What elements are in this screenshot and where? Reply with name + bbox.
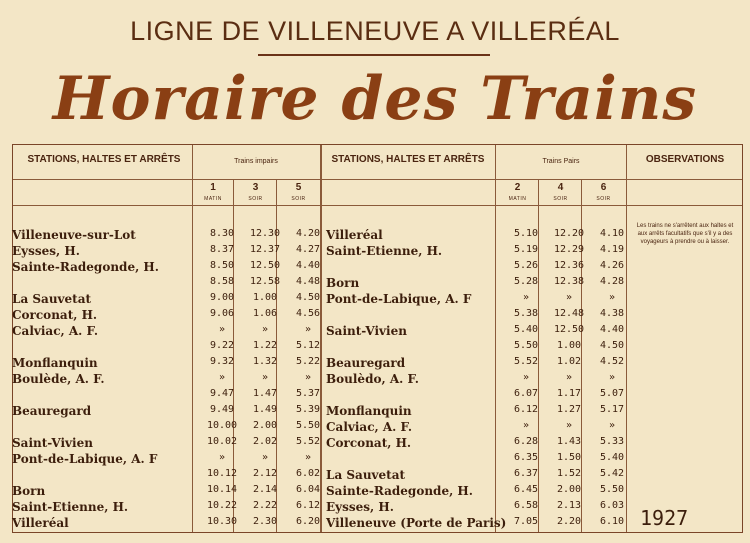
time-cell: 1.52 xyxy=(556,468,582,479)
divider-right-stations xyxy=(495,145,496,532)
period-label: SOIR xyxy=(248,196,263,202)
station-left: Sainte-Radegonde, H. xyxy=(12,260,159,274)
time-cell: 1.32 xyxy=(252,356,278,367)
time-cell: 12.29 xyxy=(553,244,585,255)
time-cell: 1.50 xyxy=(556,452,582,463)
time-cell: 1.00 xyxy=(556,340,582,351)
station-left: Monflanquin xyxy=(12,356,98,370)
station-right: Sainte-Radegonde, H. xyxy=(326,484,473,498)
time-cell: » xyxy=(304,452,312,463)
time-cell: 7.05 xyxy=(513,516,539,527)
time-cell: 1.47 xyxy=(252,388,278,399)
station-left: Villeréal xyxy=(12,516,69,530)
time-cell: 2.30 xyxy=(252,516,278,527)
time-cell: 1.43 xyxy=(556,436,582,447)
station-right: Saint-Vivien xyxy=(326,324,407,338)
station-right: Beauregard xyxy=(326,356,406,370)
time-cell: » xyxy=(565,420,573,431)
line-subtitle: LIGNE DE VILLENEUVE A VILLERÉAL xyxy=(130,16,620,46)
time-cell: 5.42 xyxy=(599,468,625,479)
time-cell: 1.22 xyxy=(252,340,278,351)
time-cell: » xyxy=(261,324,269,335)
time-cell: 12.38 xyxy=(553,276,585,287)
time-cell: 5.33 xyxy=(599,436,625,447)
time-cell: 9.22 xyxy=(209,340,235,351)
time-cell: 12.37 xyxy=(249,244,281,255)
time-cell: 4.26 xyxy=(599,260,625,271)
time-cell: 6.28 xyxy=(513,436,539,447)
time-cell: 1.02 xyxy=(556,356,582,367)
time-cell: » xyxy=(218,452,226,463)
time-cell: 4.40 xyxy=(599,324,625,335)
time-cell: » xyxy=(522,292,530,303)
time-cell: 2.02 xyxy=(252,436,278,447)
station-left: Corconat, H. xyxy=(12,308,98,322)
time-cell: 5.50 xyxy=(295,420,321,431)
time-cell: 4.20 xyxy=(295,228,321,239)
station-left: Saint-Vivien xyxy=(12,436,93,450)
time-cell: 2.00 xyxy=(556,484,582,495)
time-cell: » xyxy=(261,452,269,463)
time-cell: 10.30 xyxy=(206,516,238,527)
time-cell: 1.06 xyxy=(252,308,278,319)
time-cell: » xyxy=(565,292,573,303)
time-cell: 6.12 xyxy=(295,500,321,511)
time-cell: 6.35 xyxy=(513,452,539,463)
time-cell: 10.22 xyxy=(206,500,238,511)
time-cell: 2.20 xyxy=(556,516,582,527)
title-rule xyxy=(258,54,490,56)
period-label: MATIN xyxy=(508,196,527,202)
time-cell: 2.14 xyxy=(252,484,278,495)
time-cell: 5.17 xyxy=(599,404,625,415)
time-cell: 5.28 xyxy=(513,276,539,287)
time-cell: 5.52 xyxy=(513,356,539,367)
time-cell: 8.30 xyxy=(209,228,235,239)
time-cell: 10.12 xyxy=(206,468,238,479)
time-cell: 6.20 xyxy=(295,516,321,527)
station-left: La Sauvetat xyxy=(12,292,92,306)
time-cell: 5.50 xyxy=(599,484,625,495)
year-label: 1927 xyxy=(640,506,689,530)
time-cell: 2.00 xyxy=(252,420,278,431)
time-cell: 8.37 xyxy=(209,244,235,255)
time-cell: » xyxy=(304,372,312,383)
time-cell: 2.22 xyxy=(252,500,278,511)
subheader-line xyxy=(13,205,742,206)
time-cell: 6.02 xyxy=(295,468,321,479)
time-cell: 5.40 xyxy=(599,452,625,463)
time-cell: 5.12 xyxy=(295,340,321,351)
header-stations-left: STATIONS, HALTES ET ARRÊTS xyxy=(27,154,181,165)
station-left: Boulède, A. F. xyxy=(12,372,105,386)
time-cell: 4.50 xyxy=(599,340,625,351)
station-right: La Sauvetat xyxy=(326,468,406,482)
time-cell: 9.00 xyxy=(209,292,235,303)
page-title: Horaire des Trains xyxy=(52,64,698,134)
time-cell: 5.39 xyxy=(295,404,321,415)
time-cell: 4.38 xyxy=(599,308,625,319)
station-right: Villeréal xyxy=(326,228,383,242)
header-trains-pairs: Trains Pairs xyxy=(542,158,580,165)
time-cell: » xyxy=(608,420,616,431)
period-label: MATIN xyxy=(204,196,222,202)
period-label: SOIR xyxy=(291,196,306,202)
time-cell: 4.50 xyxy=(295,292,321,303)
time-cell: 8.58 xyxy=(209,276,235,287)
time-cell: » xyxy=(522,372,530,383)
time-cell: 5.37 xyxy=(295,388,321,399)
station-right: Saint-Etienne, H. xyxy=(326,244,443,258)
station-left: Eysses, H. xyxy=(12,244,80,258)
time-cell: 4.56 xyxy=(295,308,321,319)
time-cell: 10.00 xyxy=(206,420,238,431)
time-cell: 5.26 xyxy=(513,260,539,271)
station-right: Villeneuve (Porte de Paris) xyxy=(326,516,507,530)
time-cell: 6.37 xyxy=(513,468,539,479)
observations-note: Les trains ne s'arrêtent aux haltes et aux arrêts facultatifs que s'il y a des voyageurs à prendre ou à laisser. xyxy=(636,223,734,245)
time-cell: 12.58 xyxy=(249,276,281,287)
train-number: 2 xyxy=(514,182,521,193)
time-cell: 9.06 xyxy=(209,308,235,319)
train-number: 1 xyxy=(210,182,216,193)
time-cell: 1.00 xyxy=(252,292,278,303)
period-label: SOIR xyxy=(553,196,568,202)
station-right: Born xyxy=(326,276,360,290)
station-left: Saint-Etienne, H. xyxy=(12,500,129,514)
time-cell: 1.17 xyxy=(556,388,582,399)
station-right: Boulèdo, A. F. xyxy=(326,372,419,386)
station-right: Pont-de-Labique, A. F xyxy=(326,292,472,306)
time-cell: » xyxy=(218,324,226,335)
time-cell: 6.58 xyxy=(513,500,539,511)
time-cell: 5.10 xyxy=(513,228,539,239)
station-right: Monflanquin xyxy=(326,404,412,418)
time-cell: 2.12 xyxy=(252,468,278,479)
time-cell: 5.38 xyxy=(513,308,539,319)
train-number: 4 xyxy=(557,182,564,193)
station-left: Born xyxy=(12,484,46,498)
time-cell: » xyxy=(261,372,269,383)
time-cell: 12.36 xyxy=(553,260,585,271)
header-observations: OBSERVATIONS xyxy=(645,154,725,165)
time-cell: 5.07 xyxy=(599,388,625,399)
station-right: Corconat, H. xyxy=(326,436,412,450)
train-number: 3 xyxy=(252,182,259,193)
time-cell: 12.30 xyxy=(249,228,281,239)
time-cell: 9.47 xyxy=(209,388,235,399)
time-cell: 6.10 xyxy=(599,516,625,527)
station-left: Pont-de-Labique, A. F xyxy=(12,452,158,466)
station-left: Beauregard xyxy=(12,404,92,418)
time-cell: 8.50 xyxy=(209,260,235,271)
time-cell: 6.07 xyxy=(513,388,539,399)
time-cell: 4.40 xyxy=(295,260,321,271)
train-number: 5 xyxy=(295,182,302,193)
time-cell: 5.22 xyxy=(295,356,321,367)
station-right: Calviac, A. F. xyxy=(326,420,413,434)
time-cell: 12.50 xyxy=(249,260,281,271)
time-cell: 2.13 xyxy=(556,500,582,511)
station-right: Eysses, H. xyxy=(326,500,394,514)
station-left: Calviac, A. F. xyxy=(12,324,99,338)
time-cell: 5.52 xyxy=(295,436,321,447)
time-cell: 1.27 xyxy=(556,404,582,415)
time-cell: 12.50 xyxy=(553,324,585,335)
time-cell: » xyxy=(218,372,226,383)
time-cell: 4.19 xyxy=(599,244,625,255)
time-cell: » xyxy=(304,324,312,335)
time-cell: 4.48 xyxy=(295,276,321,287)
time-cell: » xyxy=(608,372,616,383)
header-stations-right: STATIONS, HALTES ET ARRÊTS xyxy=(331,154,485,165)
time-cell: 12.48 xyxy=(553,308,585,319)
time-cell: 1.49 xyxy=(252,404,278,415)
period-label: SOIR xyxy=(596,196,611,202)
time-cell: 5.50 xyxy=(513,340,539,351)
time-cell: 6.03 xyxy=(599,500,625,511)
header-trains-impairs: Trains impairs xyxy=(234,158,278,165)
train-number: 6 xyxy=(600,182,607,193)
time-cell: 6.12 xyxy=(513,404,539,415)
time-cell: » xyxy=(608,292,616,303)
time-cell: 9.32 xyxy=(209,356,235,367)
time-cell: 4.10 xyxy=(599,228,625,239)
time-cell: 5.19 xyxy=(513,244,539,255)
time-cell: 6.04 xyxy=(295,484,321,495)
time-cell: 4.28 xyxy=(599,276,625,287)
time-cell: 5.40 xyxy=(513,324,539,335)
time-cell: » xyxy=(522,420,530,431)
time-cell: 10.14 xyxy=(206,484,238,495)
time-cell: » xyxy=(565,372,573,383)
time-cell: 4.27 xyxy=(295,244,321,255)
header-line xyxy=(13,179,742,180)
time-cell: 6.45 xyxy=(513,484,539,495)
time-cell: 9.49 xyxy=(209,404,235,415)
time-cell: 4.52 xyxy=(599,356,625,367)
time-cell: 12.20 xyxy=(553,228,585,239)
station-left: Villeneuve-sur-Lot xyxy=(12,228,136,242)
time-cell: 10.02 xyxy=(206,436,238,447)
